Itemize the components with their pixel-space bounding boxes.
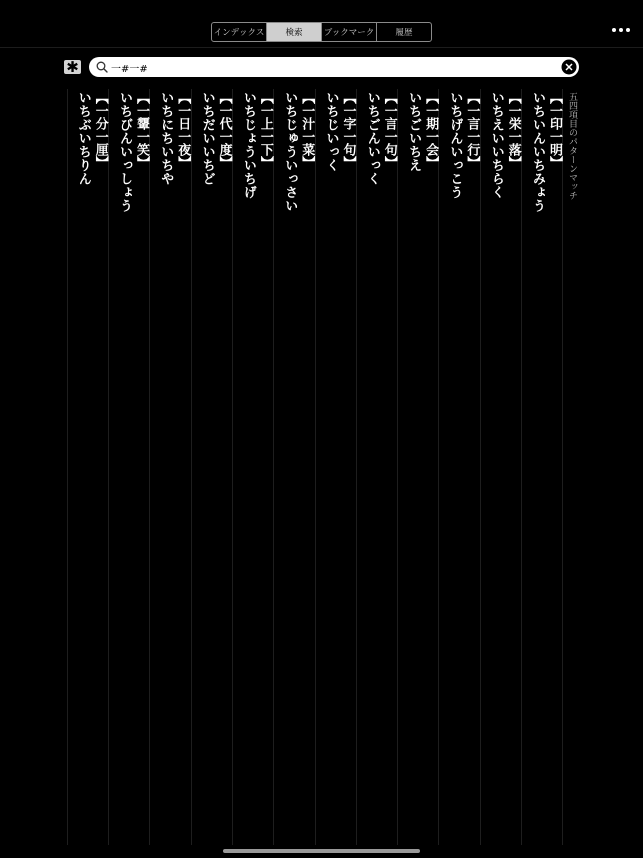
result-kanji: 【一顰一笑】 xyxy=(134,91,149,169)
result-kanji: 【一代一度】 xyxy=(216,91,232,169)
result-item[interactable] xyxy=(315,89,357,845)
result-reading: いちいんいちみょう xyxy=(530,91,545,213)
result-item[interactable] xyxy=(521,89,563,845)
search-bar xyxy=(89,57,579,77)
result-kanji: 【一上一下】 xyxy=(257,91,273,169)
result-item[interactable] xyxy=(232,89,274,845)
result-kanji: 【一汁一菜】 xyxy=(299,91,315,169)
result-kanji: 【一分一厘】 xyxy=(92,91,108,169)
search-input[interactable] xyxy=(111,57,541,77)
result-reading: いちじゅういっさい xyxy=(282,91,298,213)
result-reading: いちごいちえ xyxy=(406,91,422,172)
result-item[interactable] xyxy=(397,89,439,845)
result-item[interactable] xyxy=(191,89,233,845)
result-item[interactable] xyxy=(356,89,398,845)
clear-icon[interactable] xyxy=(561,59,577,75)
result-kanji: 【一日一夜】 xyxy=(175,91,191,169)
result-reading: いちびんいっしょう xyxy=(117,91,132,213)
result-item[interactable] xyxy=(108,89,150,845)
tab-search[interactable]: 検索 xyxy=(267,23,322,41)
view-segmented-control xyxy=(211,22,432,42)
header-divider xyxy=(0,47,643,48)
more-options-icon[interactable] xyxy=(612,25,632,35)
result-item[interactable] xyxy=(438,89,480,845)
tab-bookmark[interactable]: ブックマーク xyxy=(322,23,377,41)
result-kanji: 【一言一句】 xyxy=(381,91,397,169)
tab-index[interactable]: インデックス xyxy=(212,23,267,41)
result-kanji: 【一字一句】 xyxy=(340,91,356,169)
result-reading: いちだいいちど xyxy=(199,91,215,186)
result-reading: いちにちいちや xyxy=(158,91,174,186)
result-kanji: 【一言一行】 xyxy=(464,91,480,169)
result-kanji: 【一栄一落】 xyxy=(505,91,521,169)
tab-history[interactable]: 履歴 xyxy=(395,28,413,38)
result-item[interactable] xyxy=(67,89,109,845)
result-item[interactable] xyxy=(149,89,191,845)
search-icon xyxy=(96,61,108,73)
result-reading: いちじょういちげ xyxy=(240,91,256,199)
home-indicator xyxy=(223,849,420,853)
match-count-status: 五四項目のパターンマッチ xyxy=(567,92,577,200)
result-kanji: 【一期一会】 xyxy=(423,91,439,169)
result-reading: いちげんいっこう xyxy=(447,91,463,199)
result-reading: いちじいっく xyxy=(323,91,339,172)
result-reading: いちぶいちりん xyxy=(75,91,91,186)
wildcard-button[interactable]: ✱ xyxy=(64,60,81,74)
result-item[interactable] xyxy=(273,89,315,845)
result-item[interactable] xyxy=(480,89,522,845)
result-kanji: 【一印一明】 xyxy=(547,91,562,169)
result-reading: いちごんいっく xyxy=(364,91,380,186)
result-reading: いちえいいちらく xyxy=(488,91,504,199)
match-status-column xyxy=(562,89,593,845)
